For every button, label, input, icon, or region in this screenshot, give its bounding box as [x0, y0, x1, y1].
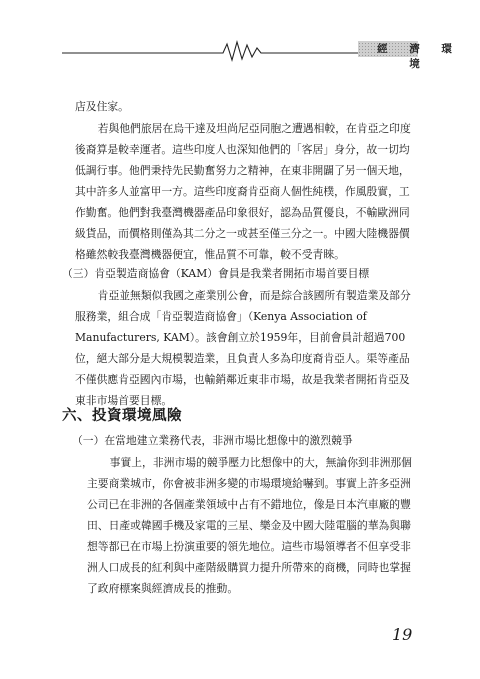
item1-heading: （一）在當地建立業務代表，非洲市場比想像中的激烈競爭 [72, 434, 353, 447]
paragraph-competition: 事實上，非洲市場的競爭壓力比想像中的大，無論你到非洲那個主要商業城市，你會被非洲多變的市場環境給嚇到。事實上許多亞洲公司已在非洲的各個產業領域中占有不錯地位，像是日本汽車廠的豐田、日產或韓國手機及家電的三星、樂金及中國大陸電腦的華為與聯想等都已在市場上扮演重要的領先地位。這些市場領導者不但享受非洲人口成長的紅利與中產階級購買力提升所帶來的商機，同時也掌握了政府標案與經濟成長的推動。 [87, 456, 412, 595]
item3-heading: （三）肯亞製造商協會（KAM）會員是我業者開拓市場首要目標 [62, 267, 370, 280]
paragraph-indian-merchants: 若與他們旅居在烏干達及坦尚尼亞同胞之遭遇相較，在肯亞之印度後裔算是較幸運者。這些印度人也深知他們的「客居」身分，故一切均低調行事。他們秉持先民勤奮努力之精神，在東非開闢了另一個天地，其中許多人並富甲一方。這些印度裔肯亞商人個性純樸，作風殷實，工作勤奮。他們對我臺灣機器產品印象很好，認為品質優良，不輸歐洲同級貨品，而價格則僅為其二分之一或甚至僅三分之一。中國大陸機器價格雖然較我臺灣機器便宜，惟品質不可靠，較不受青睞。 [75, 122, 411, 261]
page-number: 19 [392, 625, 413, 644]
paragraph-continuation: 店及住家。 [75, 100, 129, 113]
section-label: 經 濟 環 境 [377, 43, 461, 70]
running-header [62, 40, 461, 70]
section-heading: 六、投資環境風險 [62, 407, 182, 425]
paragraph-kam: 肯亞並無類似我國之產業別公會，而是綜合該國所有製造業及部分服務業，組合成「肯亞製造商協會」（Kenya Association of Manufacturers, KAM）。該會創立於1959年，目前會員計超過700位，絕大部分是大規模製造業，且負責人多為印度裔肯亞人。渠等產品不僅供應肯亞國內市場，也輸銷鄰近東非市場，故是我業者開拓肯亞及東非市場首要目標。 [75, 289, 411, 407]
